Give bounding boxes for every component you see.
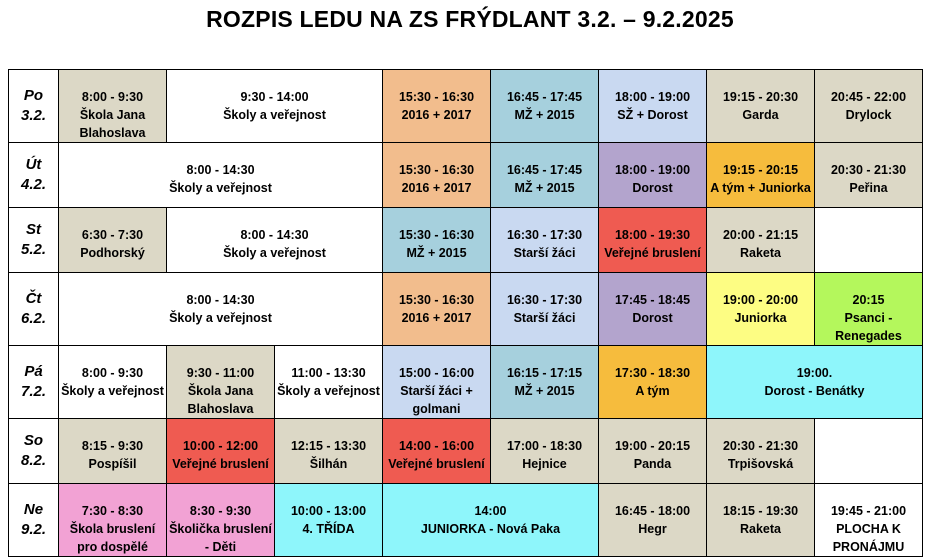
schedule-slot: 17:45 - 18:45 Dorost [599, 273, 707, 346]
schedule-slot: 20:15 Psanci - Renegades [815, 273, 923, 346]
schedule-slot: 18:00 - 19:30 Veřejné bruslení [599, 208, 707, 273]
schedule-slot: 20:30 - 21:30 Trpišovská [707, 419, 815, 484]
schedule-slot: 15:30 - 16:30 2016 + 2017 [383, 273, 491, 346]
schedule-slot: 10:00 - 12:00 Veřejné bruslení [167, 419, 275, 484]
day-row-ne [9, 484, 923, 557]
schedule-slot: 16:45 - 17:45 MŽ + 2015 [491, 143, 599, 208]
day-label: Po 3.2. [9, 70, 59, 143]
schedule-slot: 20:30 - 21:30 Peřina [815, 143, 923, 208]
schedule-slot: 11:00 - 13:30 Školy a veřejnost [275, 346, 383, 419]
schedule-slot: 14:00 - 16:00 Veřejné bruslení [383, 419, 491, 484]
schedule-slot: 10:00 - 13:00 4. TŘÍDA [275, 484, 383, 557]
schedule-slot: 8:00 - 9:30 Školy a veřejnost [59, 346, 167, 419]
day-label: Út 4.2. [9, 143, 59, 208]
ice-schedule-table [8, 69, 923, 557]
schedule-slot: 16:45 - 18:00 Hegr [599, 484, 707, 557]
day-label: Ne 9.2. [9, 484, 59, 557]
schedule-slot: 16:30 - 17:30 Starší žáci [491, 208, 599, 273]
schedule-slot: 19:00 - 20:00 Juniorka [707, 273, 815, 346]
schedule-slot: 19:15 - 20:30 Garda [707, 70, 815, 143]
schedule-slot: 12:15 - 13:30 Šilhán [275, 419, 383, 484]
schedule-slot: 17:30 - 18:30 A tým [599, 346, 707, 419]
schedule-slot: 9:30 - 14:00 Školy a veřejnost [167, 70, 383, 143]
page-title: ROZPIS LEDU NA ZS FRÝDLANT 3.2. – 9.2.2025 [206, 6, 734, 32]
schedule-slot: 19:45 - 21:00 PLOCHA K PRONÁJMU [815, 484, 923, 557]
day-row-ut [9, 143, 923, 208]
schedule-slot: 18:00 - 19:00 Dorost [599, 143, 707, 208]
day-label: Čt 6.2. [9, 273, 59, 346]
day-label: St 5.2. [9, 208, 59, 273]
day-row-pa [9, 346, 923, 419]
schedule-slot: 14:00 JUNIORKA - Nová Paka [383, 484, 599, 557]
schedule-slot: 16:30 - 17:30 Starší žáci [491, 273, 599, 346]
schedule-slot: 15:00 - 16:00 Starší žáci + golmani [383, 346, 491, 419]
day-label: So 8.2. [9, 419, 59, 484]
schedule-slot: 20:00 - 21:15 Raketa [707, 208, 815, 273]
schedule-slot: 9:30 - 11:00 Škola Jana Blahoslava [167, 346, 275, 419]
schedule-slot: 19:00. Dorost - Benátky [707, 346, 923, 419]
day-row-st [9, 208, 923, 273]
day-label: Pá 7.2. [9, 346, 59, 419]
empty-slot [815, 419, 923, 484]
schedule-slot: 15:30 - 16:30 2016 + 2017 [383, 70, 491, 143]
schedule-slot: 8:15 - 9:30 Pospíšil [59, 419, 167, 484]
schedule-slot: 16:15 - 17:15 MŽ + 2015 [491, 346, 599, 419]
schedule-slot: 18:15 - 19:30 Raketa [707, 484, 815, 557]
schedule-slot: 19:15 - 20:15 A tým + Juniorka [707, 143, 815, 208]
day-row-po [9, 70, 923, 143]
schedule-slot: 8:00 - 14:30 Školy a veřejnost [59, 143, 383, 208]
schedule-slot: 8:00 - 14:30 Školy a veřejnost [167, 208, 383, 273]
schedule-slot: 16:45 - 17:45 MŽ + 2015 [491, 70, 599, 143]
schedule-slot: 20:45 - 22:00 Drylock [815, 70, 923, 143]
schedule-slot: 18:00 - 19:00 SŽ + Dorost [599, 70, 707, 143]
empty-slot [815, 208, 923, 273]
schedule-slot: 19:00 - 20:15 Panda [599, 419, 707, 484]
schedule-slot: 8:00 - 9:30 Škola Jana Blahoslava [59, 70, 167, 143]
day-row-ct [9, 273, 923, 346]
schedule-slot: 15:30 - 16:30 2016 + 2017 [383, 143, 491, 208]
schedule-slot: 15:30 - 16:30 MŽ + 2015 [383, 208, 491, 273]
schedule-slot: 8:00 - 14:30 Školy a veřejnost [59, 273, 383, 346]
schedule-slot: 8:30 - 9:30 Školička bruslení - Děti [167, 484, 275, 557]
schedule-slot: 17:00 - 18:30 Hejnice [491, 419, 599, 484]
schedule-slot: 6:30 - 7:30 Podhorský [59, 208, 167, 273]
schedule-slot: 7:30 - 8:30 Škola bruslení pro dospělé [59, 484, 167, 557]
day-row-so [9, 419, 923, 484]
